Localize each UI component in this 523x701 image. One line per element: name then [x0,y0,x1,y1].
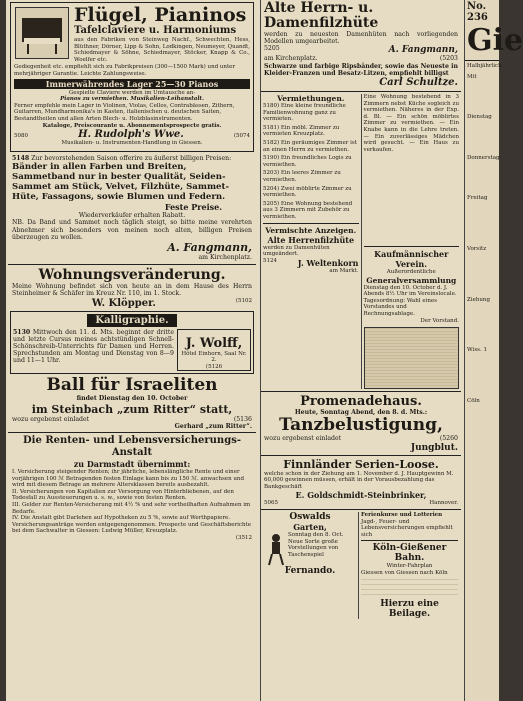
pension-subtitle: zu Darmstadt übernimmt: [73,459,191,470]
calligraphy-code: (5126 [205,363,223,370]
rentals-title: Vermiethungen. [277,94,345,104]
felt-hats-body: werden zu neuesten Damenhüten nach vorliegenden Modellen umgearbeitet. [264,31,458,46]
advert-illustration [364,327,460,389]
moving-title: Wohnungsveränderung. [38,267,226,284]
promenade-title: Promenadehaus. [300,394,422,410]
rental-item: 5204) Zwei möblirte Zimmer zu vermiethen. [263,185,352,199]
rental-item: 5205) Eine Wohnung bestehend aus 3 Zimmern mit Zubehör zu vermiethen. [263,200,353,220]
edge-item: Cöln [467,397,480,404]
misc-num: 5124 [263,257,277,264]
felt-hats-line2: Schwarze und farbige Ripsbänder, sowie das Neueste in Kleider-Franzen und Besatz-Litzen, empfiehlt billigst [264,62,458,77]
ribbon-fixed: Feste Preise. [164,202,222,213]
insurance-title: Ferienkurse und Lotterien [361,511,443,518]
misc-title: Vermischte Anzeigen. [265,225,357,235]
piano-code: (5074 [233,133,250,140]
piano-phone: 5080 [14,133,28,140]
promenade-code: (5260 [439,435,458,443]
piano-illustration [15,7,69,59]
edge-item: Mit [467,73,477,80]
oswald-h: Fernando. [284,565,336,576]
edge-item: Freitag [467,195,488,202]
lottery-body: welche schon in der Ziehung am 1. November d. J. Hauptgewinn M. 60,000 gewinnen müssen, erhält in der Vorausbezahlung das Bankgeschäft [264,470,454,490]
piano-catalog: Kataloge, Preiscourante u. Abonnementsprospecte gratis. [42,122,222,129]
moving-name: W. Klöpper. [91,297,156,309]
merchant-h: Generalversammlung [366,275,457,285]
felt-hats-firm: Carl Schultze. [379,77,458,89]
rental-item: 5180) Eine kleine freundliche Familienwohnung ganz zu vermieten. [263,103,346,123]
calligraphy-num: 5130 [13,328,31,336]
pension-item: IV. Die Anstalt gibt Darlehen auf Hypotheken zu 5 %, sowie auf Werthpapiere. [12,515,230,522]
promenade-name: Jungblut. [410,442,458,453]
pension-code: (3512 [235,534,252,541]
misc-sub: am Markt. [329,267,359,274]
ribbon-advert [8,154,256,262]
ribbon-intro: Zur bevorstehenden Saison offerire zu äußerst billigen Preisen: [31,155,232,162]
ball-line1: findet Dienstag den 10. October [76,395,188,403]
piano-makers: aus den Fabriken von Steinweg Nachf., Schwechten, Hess, Blüthner, Dörner, Lipp & Sohn, Lodkingen, Neumeyer, Quandt, Schiedmayer & Söhne, Schiedmayer, Stöcker, Knapp & Co., Woelfer etc. [74,37,250,63]
pension-advert [8,435,256,542]
calligraphy-advert [10,311,254,375]
piano-sub: Gespielte Claviere werden im Umtausche an- [68,89,196,96]
calligraphy-addr: Hôtel Einhorn, Saal Nr. 2. [181,350,247,364]
ribbon-firm: A. Fangmann, [167,241,252,255]
moving-advert [8,267,256,308]
juggler-figure [264,532,288,566]
edge-item: Donnerstag [467,154,500,161]
column-left [8,0,256,701]
ribbon-num: 5148 [12,155,30,162]
ball-code: (5136 [233,415,252,423]
railway-title: Köln-Gießener Bahn. [372,543,447,564]
column-right-edge [464,0,523,701]
merchant-sub: Außerordentliche [386,269,436,276]
oswald-name: Oswalds [289,511,331,522]
ball-line2: im Steinbach „zum Ritter“ statt, [31,402,233,416]
promenade-advert [261,394,461,452]
merchant-body: Dienstag den 10. October d. J. Abends 8½ Uhr im Vereinslocale. Tagesordnung: Wahl eines Vorstandes und Rechnungsablage. [363,284,457,317]
promenade-line2: wozu ergebenst einladet [264,435,342,443]
calligraphy-name: J. Wolff, [185,335,243,351]
ribbon-note: NB. Da Band und Sammet noch täglich steigt, so bitte meine verehrten Abnehmer sich besonders von meinen noch alten, billigen Preisen überzeugen zu wollen. [12,219,252,241]
column-middle [260,0,461,701]
moving-code: (5102 [235,297,252,304]
piano-rental: Pianos zu vermiethen. Musikalien-Leihanstalt. [60,96,204,103]
calligraphy-title: Kalligraphie. [87,314,177,327]
piano-subhead: Tafelclaviere u. Harmoniums [74,25,237,36]
lottery-title: Finnländer Serien-Loose. [283,457,439,471]
ribbon-body: Bänder in allen Farben und Breiten, Sammetband nur in bester Qualität, Seiden-Sammet am Stück, Velvet, Filzhüte, Sammet-Hüte, Fassagons, sowie Blumen und Federn. [12,162,230,203]
felt-hats-sub: am Kirchenplatz. [264,55,318,63]
ribbon-resale: Wiederverkäufer erhalten Rabatt. [78,212,186,220]
pension-item: II. Versicherungen von Kapitalien zur Versorgung von Hinterbliebenen, auf den Todesfall zu Aussteuerungen u. s. w., sowie von festen Renten. [12,488,234,502]
piano-body: Ferner empfehle mein Lager in Violinen, Violas, Cellos, Contrabässen, Zithern, Guitarren, Mundharmonika's in Kasten, italienischen u. deutschen Saiten, Bestandtheilen und allen Arten Blech- u. Holzblasinstrumenten. [14,102,235,122]
pension-item: III. Gelder zur Renten-Versicherung mit 4½ % und sehr vortheilhaften Aufnahmen im Bedarfe. [12,501,251,515]
oswald-line: Garten, [293,521,327,532]
felt-hats-num: 5205 [264,45,280,53]
pension-title: Die Renten- und Lebensversicherungs-Anstalt [23,435,241,459]
lottery-sub: Hannover. [429,500,458,507]
pension-item: I. Versicherung steigender Renten; ihr jährliche, lebenslängliche Rente und einer vorjährigen 100 ℳ Betragenden festen Einlage kann bis zu 150 ℳ. anwachsen und wird mit diesem Betrage an mehrere Altersklassen bereits ausbezahlt. [12,469,244,489]
edge-item: Vorsitz [467,245,487,252]
edge-item: Ziehung [467,296,490,303]
edge-item: Halbjährlich [467,63,502,69]
piano-firm: H. Rudolph's Wwe. [78,129,184,141]
railway-route: Giessen von Giessen nach Köln [361,569,448,576]
newspaper-page [6,0,523,701]
middle-two-col [261,94,461,389]
piano-note: Gediegenheit etc. empfiehlt sich zu Fabrikpreisen (300—1500 Mark) und unter mehrjähriger Garantie. Leichte Zahlungsweise. [14,64,236,77]
railway-timetable [361,577,458,599]
promenade-line1: Heute, Sonntag Abend, den 8. d. Mts.: [294,409,428,417]
edge-item: Wiss. 1 [467,347,487,354]
ribbon-firm-sub: am Kirchenplatz. [198,254,252,262]
felt-hats-title: Alte Herrn- u. Damenfilzhüte [264,0,379,31]
edge-item: Dienstag [467,114,492,121]
misc-name: J. Weltenkorn [297,257,359,268]
moving-body: Meine Wohnung befindet sich von heute an in dem Hause des Herrn Steinheimer & Schäfer im Kreuz Nr. 110, im 1. Stock. [12,283,252,298]
rental-item: 5203) Ein leeres Zimmer zu vermiethen. [263,170,341,183]
rental-item: 5190) Ein freundliches Logis zu vermiethen. [263,155,352,168]
piano-advert [10,2,254,152]
calligraphy-body: Mittwoch den 11. d. Mts. beginnt der dritte und letzte Cursus meines achtstündigen Schnell-Schönschreib-Unterrichts für Damen und Herren. Sprechstunden am Montag und Dienstag von 8—9 und 11—1 Uhr. [13,328,175,365]
classified-text: Eine Wohnung bestehend in 3 Zimmern nebst Küche sogleich zu vermiethen. Näheres in der Exp. d. Bl. — Ein schön möblirtes Zimmer zu vermiethen. — Ein Knabe kann in die Lehre treten. — Ein zuverlässiges Mädchen wird gesucht. — Ein Haus zu verkaufen. [363,94,459,153]
felt-hats-code: (5203 [439,55,458,63]
ball-line3: wozu ergebenst einladet [12,415,90,423]
supplement-note: Hierzu eine Beilage. [380,598,439,619]
felt-hats-advert [261,0,461,89]
merchant-title: Kaufmännischer Verein. [374,249,449,270]
masthead-title: Gie [467,23,523,58]
piano-headline: Flügel, Pianinos [74,4,247,26]
merchant-firm: Der Vorstand. [420,317,459,324]
issue-number: No. 236 [467,1,488,23]
railway-sub: Winter-Fahrplan [386,563,433,570]
promenade-dance: Tanzbelustigung, [279,415,443,436]
oswald-body: Sonntag den 8. Oct. Neue Sorte große Vorstellungen von Taschenspiel [288,531,344,558]
lottery-num: 5065 [264,500,278,507]
piano-bar: Immerwährendes Lager 25—30 Pianos [14,79,250,89]
rental-item: 5182) Ein geräumiges Zimmer ist an einen Herrn zu vermiethen. [263,139,357,153]
piano-firm-sub: Musikalien- u. Instrumenten-Handlung in Giessen. [61,140,203,147]
lottery-firm: E. Goldschmidt-Steinbrinker, [295,490,427,501]
lottery-advert [261,458,461,507]
felt-hats-name: A. Fangmann, [388,45,458,56]
ball-name: Gerhard „zum Ritter“. [174,422,252,430]
pension-footer: Versicherungsanträge werden entgegengenommen. Prospecte und Geschäftsberichte bei dem Sachwalter in Giessen: Ludwig Müller, Kreuzplatz. [12,521,252,535]
ball-advert [8,376,256,430]
rental-item: 5181) Ein möbl. Zimmer zu vermieten Kreuzplatz. [263,124,340,138]
misc-h1: Alte Herrenfilzhüte [267,234,355,245]
misc-h1body: werden zu Damenhüten umgeändert. [263,244,330,258]
ball-title: Ball für Israeliten [46,375,218,396]
bottom-adverts [261,512,461,619]
insurance-body: Jagd-, Feuer- und Lebensversicherungen empfiehlt sich [361,518,453,538]
